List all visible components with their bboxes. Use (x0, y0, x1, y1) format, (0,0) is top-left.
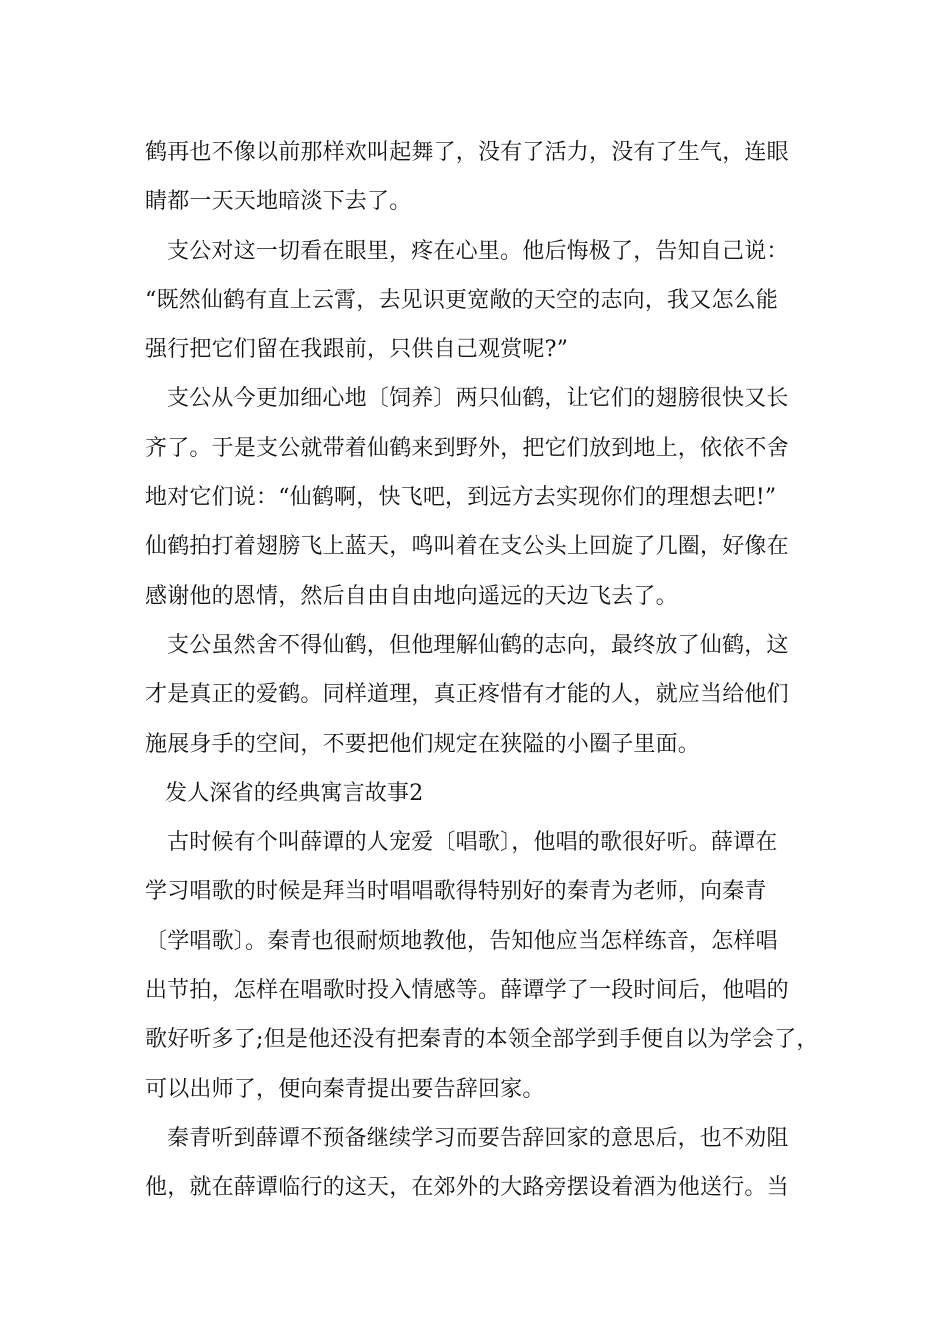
text-line: 支公对这一切看在眼里，疼在心里。他后悔极了，告知自己说： (167, 238, 789, 264)
text-line: 古时候有个叫薛谭的人宠爱〔唱歌〕，他唱的歌很好听。薛谭在 (167, 830, 778, 856)
text-line: 强行把它们留在我跟前，只供自己观赏呢?” (145, 337, 569, 363)
text-line: 〔学唱歌〕。秦青也很耐烦地教他，告知他应当怎样练音，怎样唱 (145, 928, 778, 954)
text-line: 施展身手的空间，不要把他们规定在狭隘的小圈子里面。 (145, 731, 701, 757)
document-body (145, 128, 825, 1213)
text-line: 学习唱歌的时候是拜当时唱唱歌得特别好的秦青为老师，向秦青 (145, 879, 767, 905)
text-line: 可以出师了，便向秦青提出要告辞回家。 (145, 1076, 545, 1102)
text-line: 齐了。于是支公就带着仙鹤来到野外，把它们放到地上，依依不舍 (145, 435, 789, 461)
text-line: 支公虽然舍不得仙鹤，但他理解仙鹤的志向，最终放了仙鹤，这 (167, 632, 789, 658)
section-heading: 发人深省的经典寓言故事2 (165, 780, 424, 806)
text-line: 仙鹤拍打着翅膀飞上蓝天，鸣叫着在支公头上回旋了几圈，好像在 (145, 534, 789, 560)
text-line: 地对它们说：“仙鹤啊，快飞吧，到远方去实现你们的理想去吧!” (145, 485, 777, 511)
text-line: 鹤再也不像以前那样欢叫起舞了，没有了活力，没有了生气，连眼 (145, 140, 789, 165)
text-line: 他，就在薛谭临行的这天，在郊外的大路旁摆设着酒为他送行。当 (145, 1175, 789, 1201)
text-line: 出节拍，怎样在唱歌时投入情感等。薛谭学了一段时间后，他唱的 (145, 978, 789, 1004)
text-line: “既然仙鹤有直上云霄，去见识更宽敞的天空的志向，我又怎么能 (145, 287, 779, 313)
text-line: 秦青听到薛谭不预备继续学习而要告辞回家的意思后，也不劝阻 (167, 1125, 789, 1151)
text-line: 才是真正的爱鹤。同样道理，真正疼惜有才能的人，就应当给他们 (145, 682, 789, 708)
text-line: 感谢他的恩情，然后自由自由地向遥远的天边飞去了。 (145, 583, 678, 609)
text-line: 歌好听多了;但是他还没有把秦青的本领全部学到手便自以为学会了， (145, 1027, 819, 1053)
text-line: 睛都一天天地暗淡下去了。 (145, 189, 412, 215)
text-line: 支公从今更加细心地〔饲养〕两只仙鹤，让它们的翅膀很快又长 (167, 386, 789, 412)
